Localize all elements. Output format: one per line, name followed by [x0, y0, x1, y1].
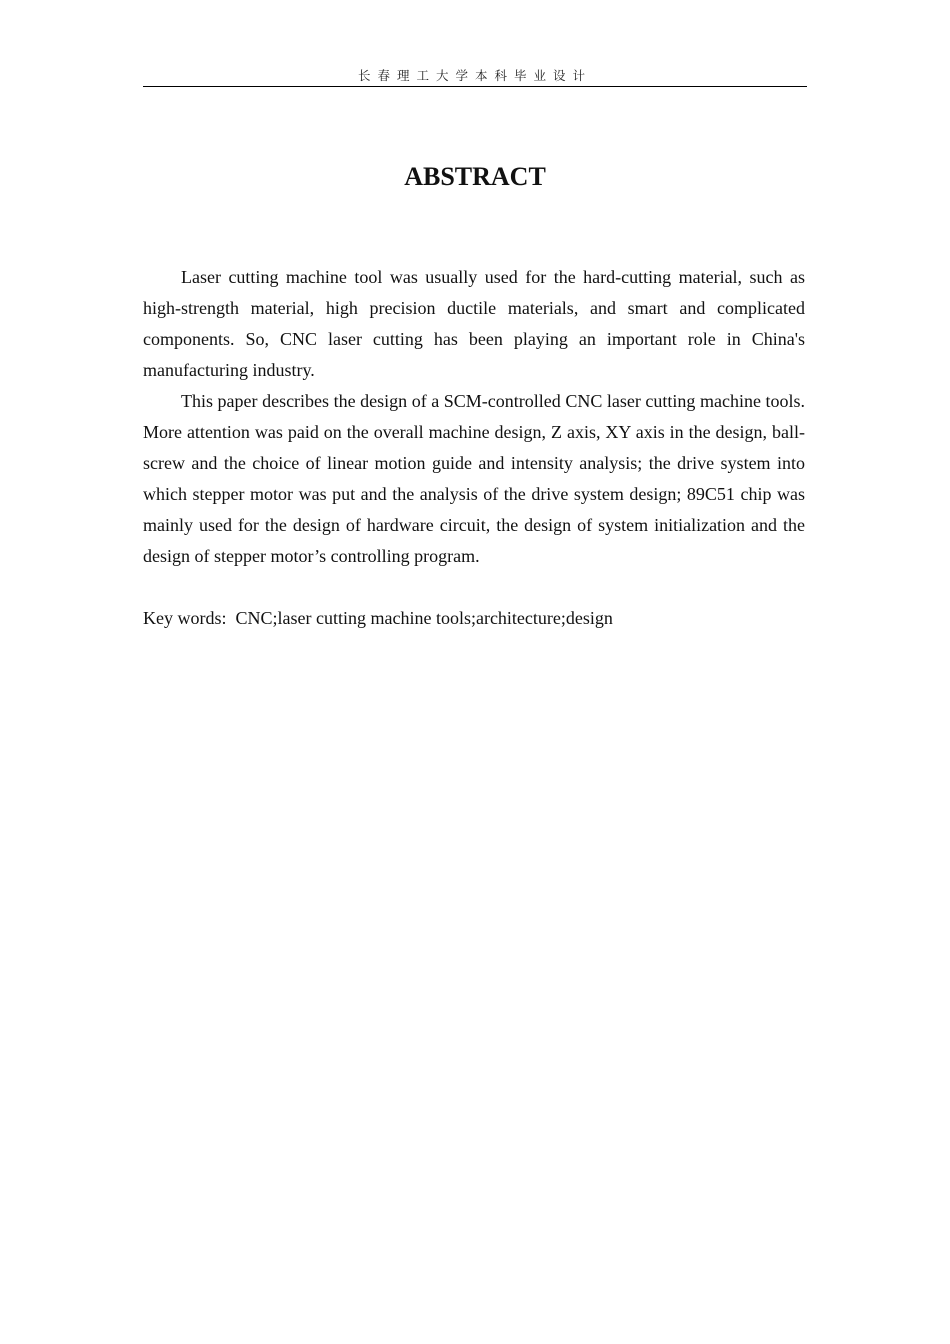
- keywords-line: [143, 603, 805, 634]
- abstract-paragraph-2: This paper describes the design of a SCM-controlled CNC laser cutting machine tools. More attention was paid on the overall machine design, Z axis, XY axis in the design, ball-screw and the choice of linear motion guide and intensity analysis; the drive system into which stepper motor was put and the analysis of the drive system design; 89C51 chip was mainly used for the design of hardware circuit, the design of system initialization and the design of stepper motor’s controlling program.: [143, 391, 805, 566]
- keywords-value: CNC;laser cutting machine tools;architecture;design: [235, 608, 613, 628]
- abstract-paragraph-1: Laser cutting machine tool was usually used for the hard-cutting material, such as high-strength material, high precision ductile materials, and smart and complicated components. So, CNC laser cutting has been playing an important role in China's manufacturing industry.: [143, 267, 805, 380]
- abstract-title: ABSTRACT: [404, 162, 546, 191]
- running-header: 长春理工大学本科毕业设计: [143, 66, 807, 87]
- keywords-label: Key words:: [143, 608, 236, 628]
- abstract-body: [143, 262, 805, 572]
